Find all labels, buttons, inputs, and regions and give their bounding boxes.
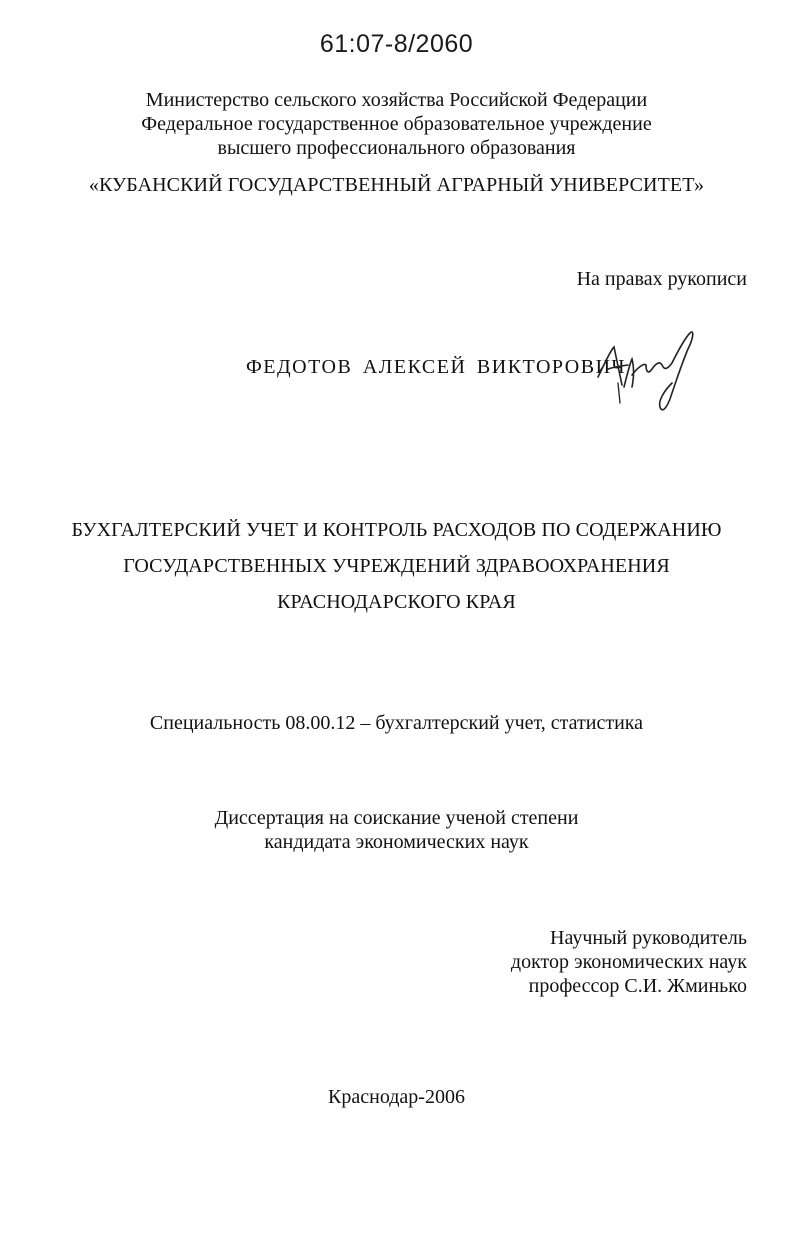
author-name: ФЕДОТОВ АЛЕКСЕЙ ВИКТОРОВИЧ — [246, 356, 627, 378]
manuscript-note: На правах рукописи — [576, 268, 747, 290]
supervisor-degree: доктор экономических наук — [510, 951, 747, 973]
dissertation-line-1: Диссертация на соискание ученой степени — [214, 807, 579, 829]
education-level-line: высшего профессионального образования — [217, 137, 576, 159]
dissertation-line-2: кандидата экономических наук — [264, 831, 529, 853]
title-line-1: БУХГАЛТЕРСКИЙ УЧЕТ И КОНТРОЛЬ РАСХОДОВ ПО СОДЕРЖАНИЮ — [71, 519, 722, 541]
title-line-3: КРАСНОДАРСКОГО КРАЯ — [277, 591, 516, 613]
place-year: Краснодар-2006 — [328, 1086, 465, 1108]
supervisor-name: профессор С.И. Жминько — [528, 975, 747, 997]
university-name: «КУБАНСКИЙ ГОСУДАРСТВЕННЫЙ АГРАРНЫЙ УНИВЕРСИТЕТ» — [88, 174, 705, 196]
archive-code: 61:07-8/2060 — [319, 30, 474, 58]
title-line-2: ГОСУДАРСТВЕННЫХ УЧРЕЖДЕНИЙ ЗДРАВООХРАНЕНИЯ — [123, 555, 670, 577]
institution-type-line: Федеральное государственное образовательное учреждение — [141, 113, 652, 135]
ministry-line: Министерство сельского хозяйства Российской Федерации — [145, 89, 648, 111]
signature — [590, 325, 710, 420]
specialty: Специальность 08.00.12 – бухгалтерский учет, статистика — [149, 712, 644, 734]
supervisor-role: Научный руководитель — [550, 927, 747, 949]
